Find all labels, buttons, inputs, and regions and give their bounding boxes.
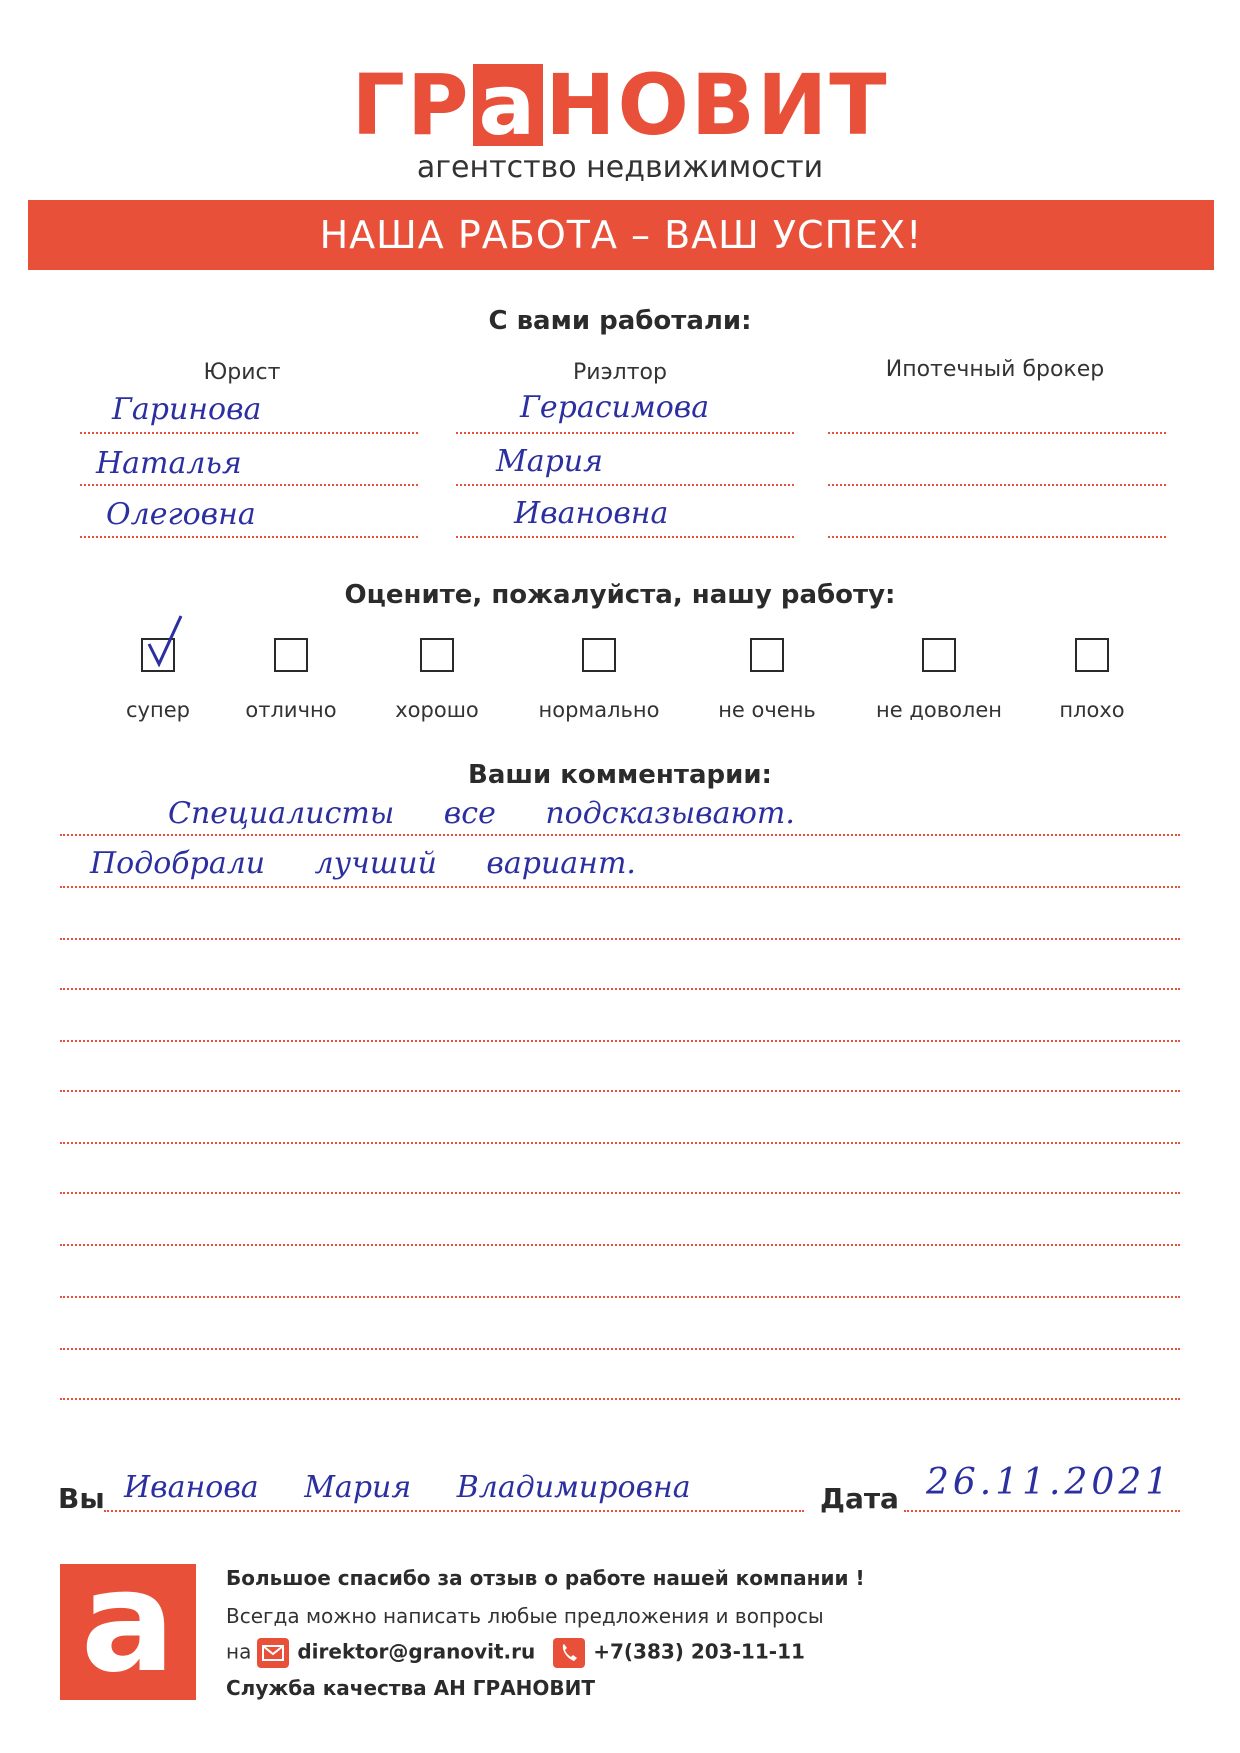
rating-checkbox-not-very[interactable] — [750, 638, 784, 672]
column-label-mortgage-broker: Ипотечный брокер — [885, 357, 1105, 382]
lawyer-first-name: Наталья — [96, 446, 242, 481]
checkmark-icon — [145, 614, 185, 670]
rating-checkbox-normal[interactable] — [582, 638, 616, 672]
rating-label-excellent: отлично — [245, 698, 337, 722]
comment-line-7 — [60, 1142, 1180, 1144]
broker-line-3 — [828, 536, 1166, 538]
name-line — [104, 1510, 804, 1512]
comment-line-12 — [60, 1398, 1180, 1400]
invite-text: Всегда можно написать любые предложения и вопросы — [226, 1604, 824, 1628]
logo-text-part1: ГР — [351, 56, 471, 154]
contact-on-label: на — [226, 1639, 252, 1664]
date-value: 26.11.2021 — [926, 1462, 1173, 1503]
thanks-text: Большое спасибо за отзыв о работе нашей компании ! — [226, 1566, 865, 1590]
comment-line-11 — [60, 1348, 1180, 1350]
broker-line-2 — [828, 484, 1166, 486]
comment-line-1 — [60, 834, 1180, 836]
lawyer-surname: Гаринова — [112, 392, 262, 427]
worked-with-title: С вами работали: — [488, 306, 752, 336]
contact-email[interactable]: direktor@granovit.ru — [297, 1639, 536, 1664]
logo-boxed-letter: а — [473, 64, 544, 146]
contact-phone[interactable]: +7(383) 203-11-11 — [593, 1639, 805, 1664]
lawyer-line-2 — [80, 484, 418, 486]
rating-checkbox-bad[interactable] — [1075, 638, 1109, 672]
rating-label-normal: нормально — [538, 698, 660, 722]
realtor-line-2 — [456, 484, 794, 486]
you-label: Вы — [58, 1482, 105, 1515]
tagline: агентство недвижимости — [416, 150, 824, 185]
rating-checkbox-dissatisfied[interactable] — [922, 638, 956, 672]
comment-line-5 — [60, 1040, 1180, 1042]
realtor-line-3 — [456, 536, 794, 538]
rating-label-good: хорошо — [395, 698, 479, 722]
date-label: Дата — [820, 1482, 899, 1515]
slogan-banner: НАША РАБОТА – ВАШ УСПЕХ! — [28, 200, 1214, 270]
rating-label-dissatisfied: не доволен — [876, 698, 1002, 722]
comment-line-9 — [60, 1244, 1180, 1246]
rating-checkbox-excellent[interactable] — [274, 638, 308, 672]
comments-title: Ваши комментарии: — [468, 760, 772, 790]
envelope-icon — [257, 1638, 289, 1668]
broker-line-1 — [828, 432, 1166, 434]
realtor-patronymic: Ивановна — [514, 496, 669, 531]
comment-line-1-text: Специалисты все подсказывают. — [168, 796, 795, 831]
realtor-first-name: Мария — [496, 444, 603, 479]
company-logo — [0, 56, 1240, 154]
comment-line-6 — [60, 1090, 1180, 1092]
date-line — [904, 1510, 1180, 1512]
rating-title: Оцените, пожалуйста, нашу работу: — [344, 580, 896, 610]
realtor-surname: Герасимова — [520, 390, 710, 425]
comment-line-8 — [60, 1192, 1180, 1194]
phone-icon — [553, 1638, 585, 1668]
rating-checkbox-good[interactable] — [420, 638, 454, 672]
lawyer-line-3 — [80, 536, 418, 538]
comment-line-3 — [60, 938, 1180, 940]
rating-checkbox-super[interactable] — [141, 638, 175, 672]
contact-row — [226, 1638, 805, 1668]
lawyer-line-1 — [80, 432, 418, 434]
comment-line-4 — [60, 988, 1180, 990]
column-label-realtor: Риэлтор — [573, 360, 667, 385]
comment-line-10 — [60, 1296, 1180, 1298]
logo-text-part2: НОВИТ — [545, 56, 889, 154]
comment-line-2 — [60, 886, 1180, 888]
comment-line-2-text: Подобрали лучший вариант. — [90, 846, 636, 881]
respondent-name: Иванова Мария Владимировна — [124, 1470, 691, 1505]
realtor-line-1 — [456, 432, 794, 434]
footer-logo: а — [60, 1564, 196, 1700]
rating-label-super: супер — [126, 698, 190, 722]
rating-label-bad: плохо — [1059, 698, 1125, 722]
quality-service-text: Служба качества АН ГРАНОВИТ — [226, 1676, 596, 1700]
column-label-lawyer: Юрист — [203, 360, 281, 385]
rating-label-not-very: не очень — [718, 698, 816, 722]
lawyer-patronymic: Олеговна — [106, 497, 256, 532]
